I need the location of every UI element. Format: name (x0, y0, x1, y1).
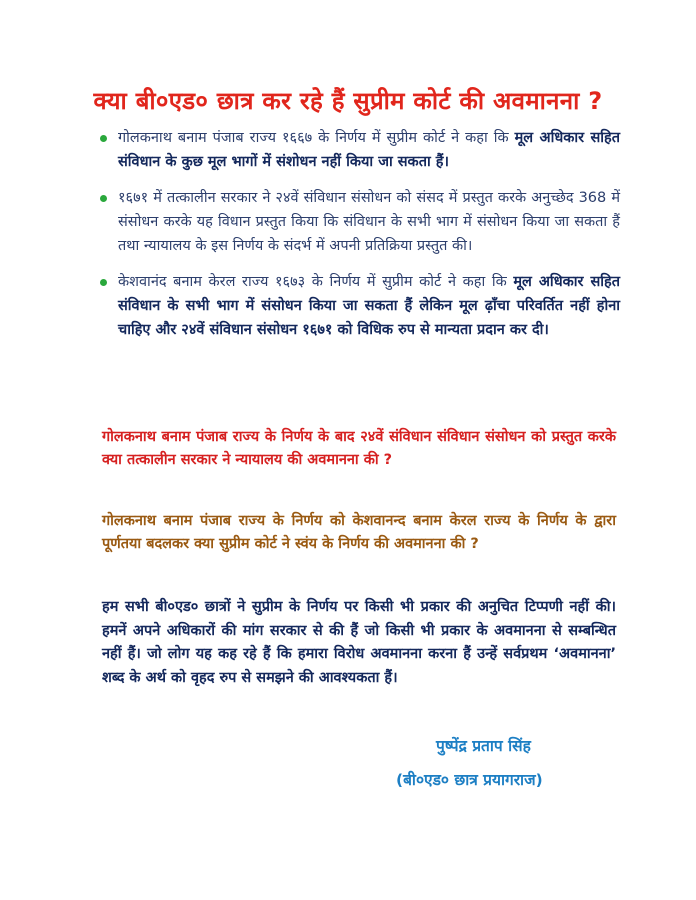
bullet-dot-icon (100, 279, 107, 286)
list-item (100, 126, 620, 174)
signature-name: पुष्पेंद्र प्रताप सिंह (436, 737, 531, 755)
signature-role: (बी०एड० छात्र प्रयागराज) (396, 771, 543, 789)
page-title: क्या बी०एड० छात्र कर रहे हैं सुप्रीम कोर्ट की अवमानना ? (93, 87, 603, 115)
statement-paragraph: हम सभी बी०एड० छात्रों ने सुप्रीम के निर्णय पर किसी भी प्रकार की अनुचित टिप्पणी नहीं की। हमनें अपने अधिकारों की मांग सरकार से की हैं जो किसी भी प्रकार के अवमानना से सम्बन्धित नहीं हैं। जो लोग यह कह रहे हैं कि हमारा विरोध अवमानना करना हैं उन्हें सर्वप्रथम ‘अवमानना’ शब्द के अर्थ को वृहद रुप से समझने की आवश्यकता हैं। (102, 599, 616, 686)
question-paragraph-brown: गोलकनाथ बनाम पंजाब राज्य के निर्णय को केशवानन्द बनाम केरल राज्य के निर्णय के द्वारा पूर्णतया बदलकर क्या सुप्रीम कोर्ट ने स्वंय के निर्णय की अवमानना की ? (102, 513, 616, 552)
bullet-list (100, 126, 620, 354)
question-paragraph-red: गोलकनाथ बनाम पंजाब राज्य के निर्णय के बाद २४वें संविधान संविधान संसोधन को प्रस्तुत करके क्या तत्कालीन सरकार ने न्यायालय की अवमानना की ? (102, 429, 616, 468)
bullet-emphasis: मूल अधिकार सहित संविधान के कुछ मूल भागों में संशोधन नहीं किया जा सकता हैं। (118, 130, 620, 170)
bullet-dot-icon (100, 195, 107, 202)
bullet-dot-icon (100, 135, 107, 142)
bullet-text: १६७१ में तत्कालीन सरकार ने २४वें संविधान संसोधन को संसद में प्रस्तुत करके अनुच्छेद 368 में संसोधन करके यह विधान प्रस्तुत किया कि संविधान के सभी भाग में संसोधन किया जा सकता हैं तथा न्यायालय के इस निर्णय के संदर्भ में अपनी प्रतिक्रिया प्रस्तुत की। (118, 190, 620, 254)
bullet-text: केशवानंद बनाम केरल राज्य १६७३ के निर्णय में सुप्रीम कोर्ट ने कहा कि (118, 274, 514, 290)
list-item (100, 186, 620, 258)
bullet-text: गोलकनाथ बनाम पंजाब राज्य १६६७ के निर्णय में सुप्रीम कोर्ट ने कहा कि (118, 130, 515, 146)
bullet-emphasis: मूल अधिकार सहित संविधान के सभी भाग में संसोधन किया जा सकता हैं लेकिन मूल ढ़ाँचा परिवर्तित नहीं होना चाहिए और २४वें संविधान संसोधन १६७१ को विधिक रुप से मान्यता प्रदान कर दी। (118, 274, 620, 338)
list-item (100, 270, 620, 342)
